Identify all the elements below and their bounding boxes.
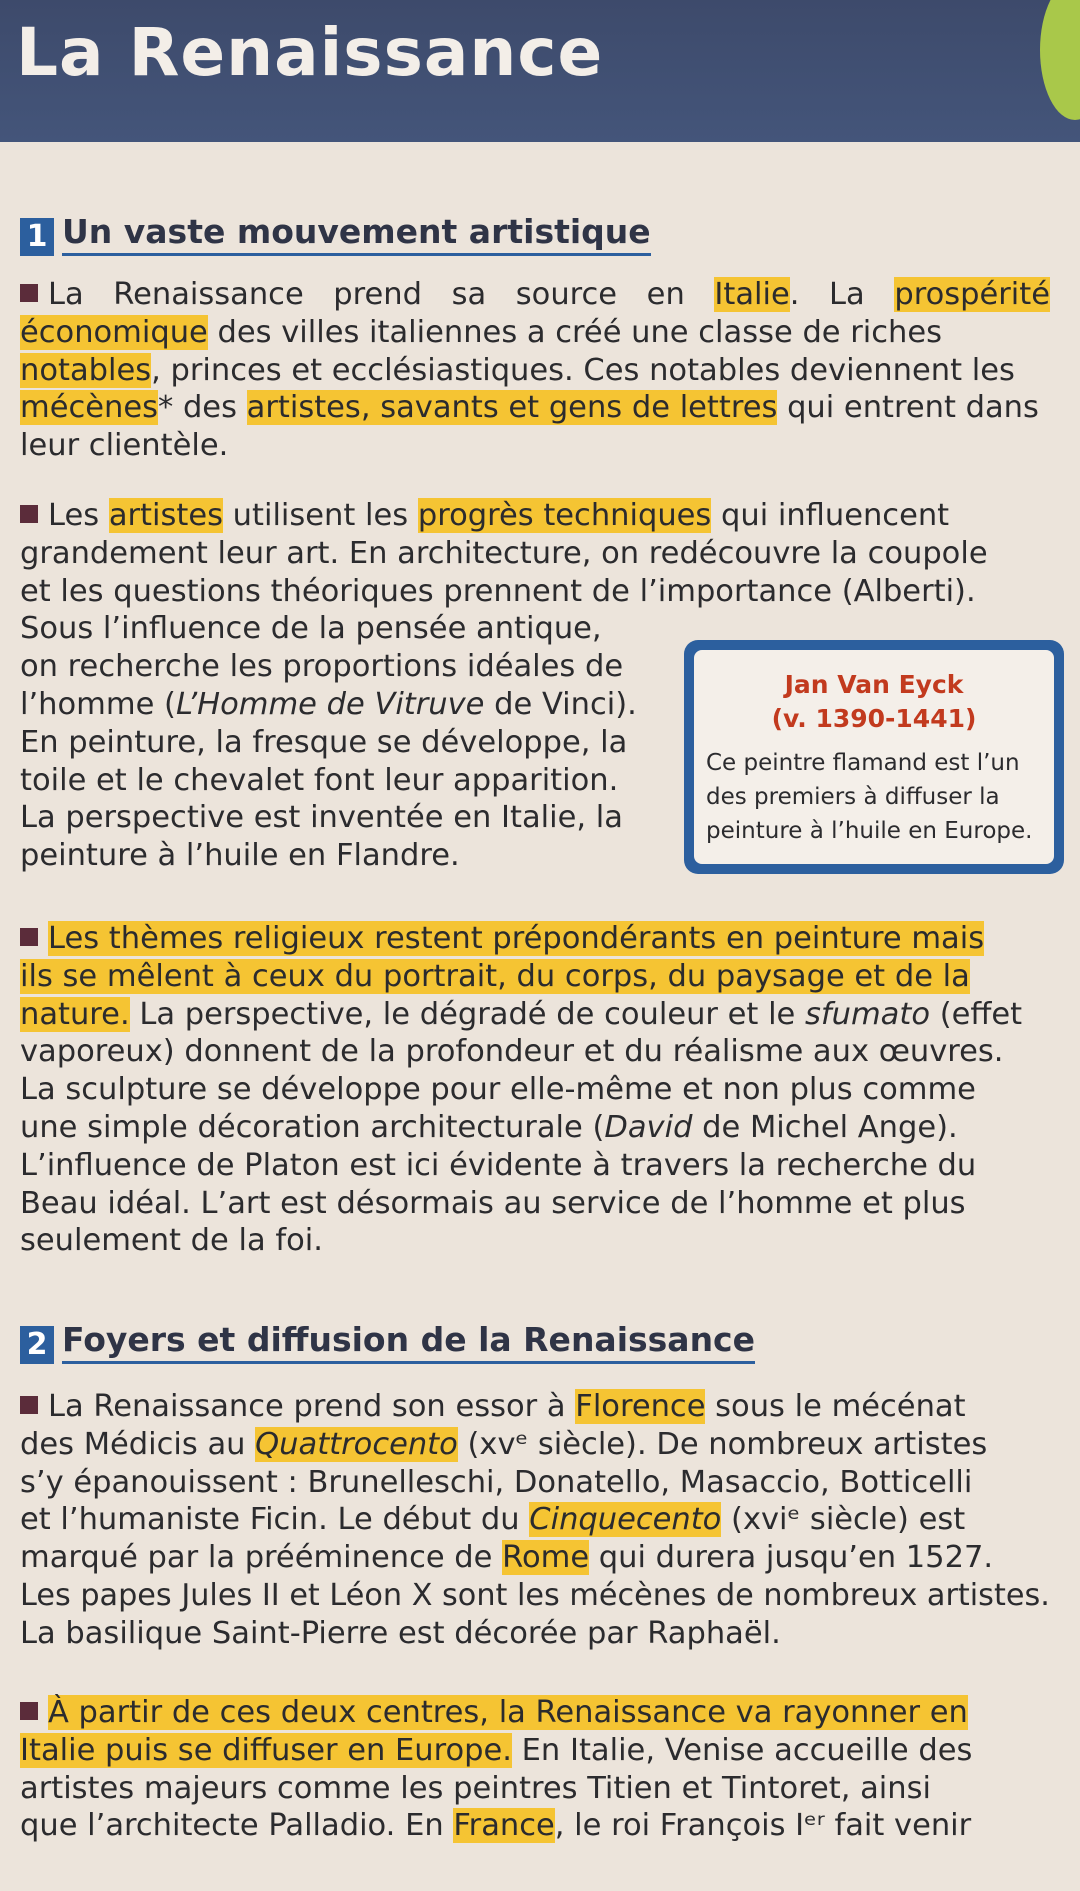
section-2-heading xyxy=(20,1316,755,1364)
box-title-name: Jan Van Eyck xyxy=(784,670,964,699)
biography-box xyxy=(684,640,1064,874)
page-header xyxy=(0,0,1080,142)
box-body: Ce peintre flamand est l’un des premiers à diffuser la peinture à l’huile en Europe. xyxy=(706,750,1033,844)
section-1-paragraph-3: Les thèmes religieux restent prépondérants en peinture mais ils se mêlent à ceux du portrait, du corps, du paysage et de la nature. La perspective, le dégradé de couleur et le sfumato (effet vaporeux) donnent de la profondeur et du réalisme aux œuvres. La sculpture se développe pour elle-même et non plus comme une simple décoration architecturale (David de Michel Ange). L’influence de Platon est ici évidente à travers la recherche du Beau idéal. L’art est désormais au service de l’homme et plus seulement de la foi. xyxy=(20,921,1023,1259)
bullet-icon xyxy=(20,1702,38,1720)
section-1-heading xyxy=(20,208,651,256)
section-1-paragraph-2: Les artistes utilisent les progrès techniques qui influencent grandement leur art. En architecture, on redécouvre la coupole et les questions théoriques prennent de l’importance (Alberti). Sous l’influence de la pensée antique, on recherche les proportions idéales de l’homme (L’Homme de Vitruve de Vinci). En peinture, la fresque se développe, la toile et le chevalet font leur apparition. La perspective est inventée en Italie, la peinture à l’huile en Flandre. xyxy=(20,498,988,874)
corner-decoration xyxy=(1040,0,1080,120)
section-2-paragraph-1: La Renaissance prend son essor à Florence sous le mécénat des Médicis au Quattrocento (xvᵉ siècle). De nombreux artistes s’y épanouissent : Brunelleschi, Donatello, Masaccio, Botticelli et l’humaniste Ficin. Le début du Cinquecento (xviᵉ siècle) est marqué par la prééminence de Rome qui durera jusqu’en 1527. Les papes Jules II et Léon X sont les mécènes de nombreux artistes. La basilique Saint-Pierre est décorée par Raphaël. xyxy=(20,1389,1050,1651)
section-title: Un vaste mouvement artistique xyxy=(62,213,651,256)
bullet-icon xyxy=(20,284,38,302)
bullet-icon xyxy=(20,928,38,946)
section-title: Foyers et diffusion de la Renaissance xyxy=(62,1321,755,1364)
section-number: 2 xyxy=(20,1326,54,1364)
bullet-icon xyxy=(20,1396,38,1414)
section-number: 1 xyxy=(20,218,54,256)
box-title-dates: (v. 1390-1441) xyxy=(771,704,977,733)
section-2-paragraph-2: À partir de ces deux centres, la Renaissance va rayonner en Italie puis se diffuser en Europe. En Italie, Venise accueille des artistes majeurs comme les peintres Titien et Tintoret, ainsi que l’architecte Palladio. En France, le roi François Iᵉʳ fait venir xyxy=(20,1695,973,1844)
bullet-icon xyxy=(20,505,38,523)
section-1-paragraph-1: La Renaissance prend sa source en Italie. La prospérité économique des villes italiennes a créé une classe de riches notables, princes et ecclésiastiques. Ces notables deviennent les mécènes* des artistes, savants et gens de lettres qui entrent dans leur clientèle. xyxy=(20,277,1050,464)
page-title: La Renaissance xyxy=(16,14,604,91)
